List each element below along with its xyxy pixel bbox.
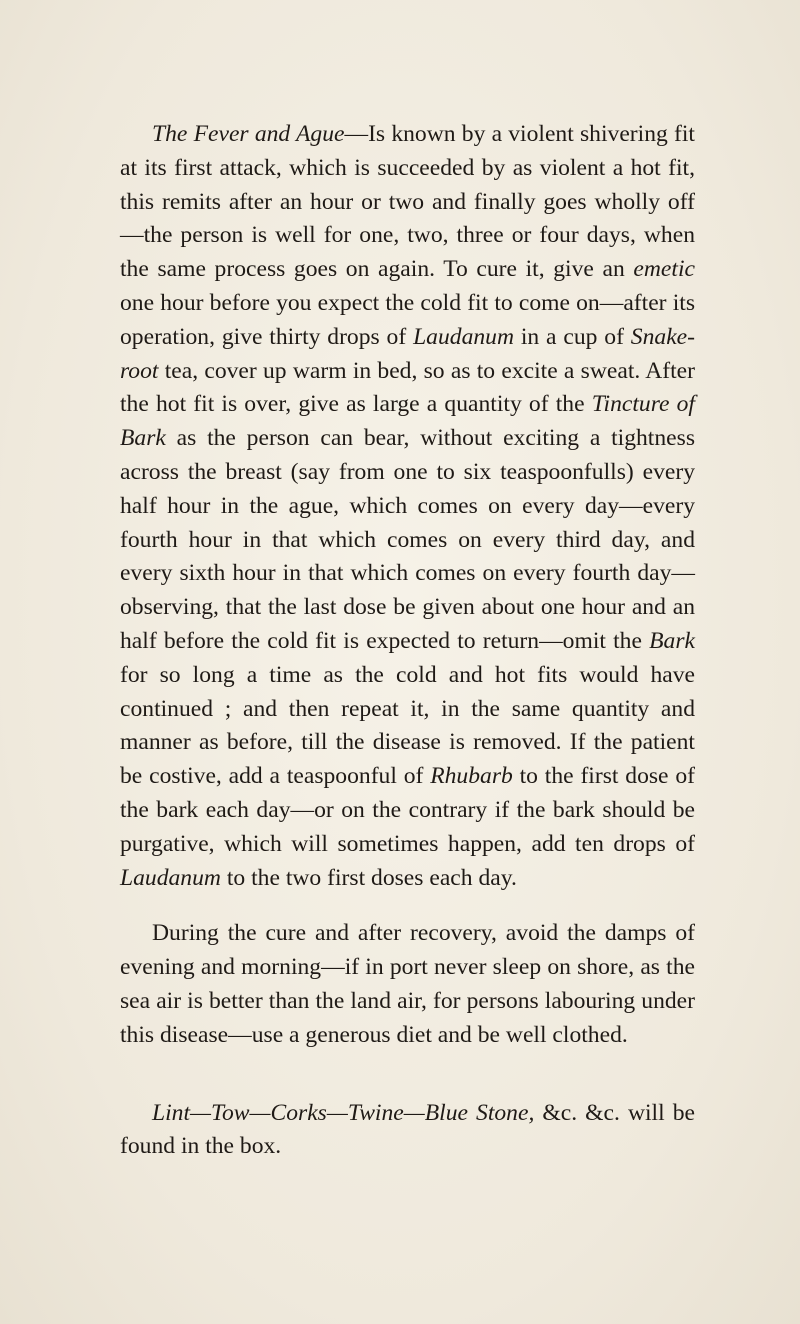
paragraph-recovery xyxy=(120,917,695,1052)
run: Laudanum xyxy=(120,864,221,891)
run: one hour before you expect the cold fit to come on—after its operation, give thirty drops of xyxy=(120,289,695,350)
run: to the first dose of the bark each day—or on the contrary if the bark should be purgative, which will sometimes happen, add ten drops of xyxy=(120,763,695,857)
run: &c. &c. will be found in the box. xyxy=(120,1099,695,1160)
run: During the cure and after recovery, avoid the damps of evening and morning—if in port never sleep on shore, as the sea air is better than the land air, for persons labouring under this disease—use a generous diet and be well clothed. xyxy=(120,920,695,1048)
run: Rhubarb xyxy=(430,763,513,790)
run: The Fever and Ague xyxy=(152,121,345,147)
run: in a cup of xyxy=(514,323,631,350)
paragraph-fever-ague xyxy=(120,118,695,895)
run: —Is known by a violent shivering fit at its first attack, which is succeeded by as violent a hot fit, this remits after an hour or two and finally goes wholly off—the person is well for one, two, three or four days, when the same process goes on again. To cure it, give an xyxy=(120,121,695,283)
run: Tincture of Bark xyxy=(120,391,695,452)
run: Bark xyxy=(649,627,695,654)
run: tea, cover up warm in bed, so as to excite a sweat. After the hot fit is over, give as large a quantity of the xyxy=(120,357,695,418)
paragraph-box xyxy=(120,1097,695,1165)
text-block xyxy=(120,118,695,1164)
run: Laudanum xyxy=(413,323,515,350)
run: Snake-root xyxy=(120,323,695,384)
run: emetic xyxy=(633,256,695,283)
run: as the person can bear, without exciting a tightness across the breast (say from one to six teaspoonfulls) every half hour in the ague, which comes on every day—every fourth hour in that which comes on every third day, and every sixth hour in that which comes on every fourth day—observing, that the last dose be given about one hour and an half before the cold fit is expected to return—omit the xyxy=(120,425,695,654)
run: for so long a time as the cold and hot fits would have continued ; and then repeat it, in the same quantity and manner as before, till the disease is removed. If the patient be costive, add a teaspoonful of xyxy=(120,661,695,790)
run: to the two first doses each day. xyxy=(220,864,517,891)
run: Lint—Tow—Corks—Twine—Blue Stone, xyxy=(152,1099,535,1126)
